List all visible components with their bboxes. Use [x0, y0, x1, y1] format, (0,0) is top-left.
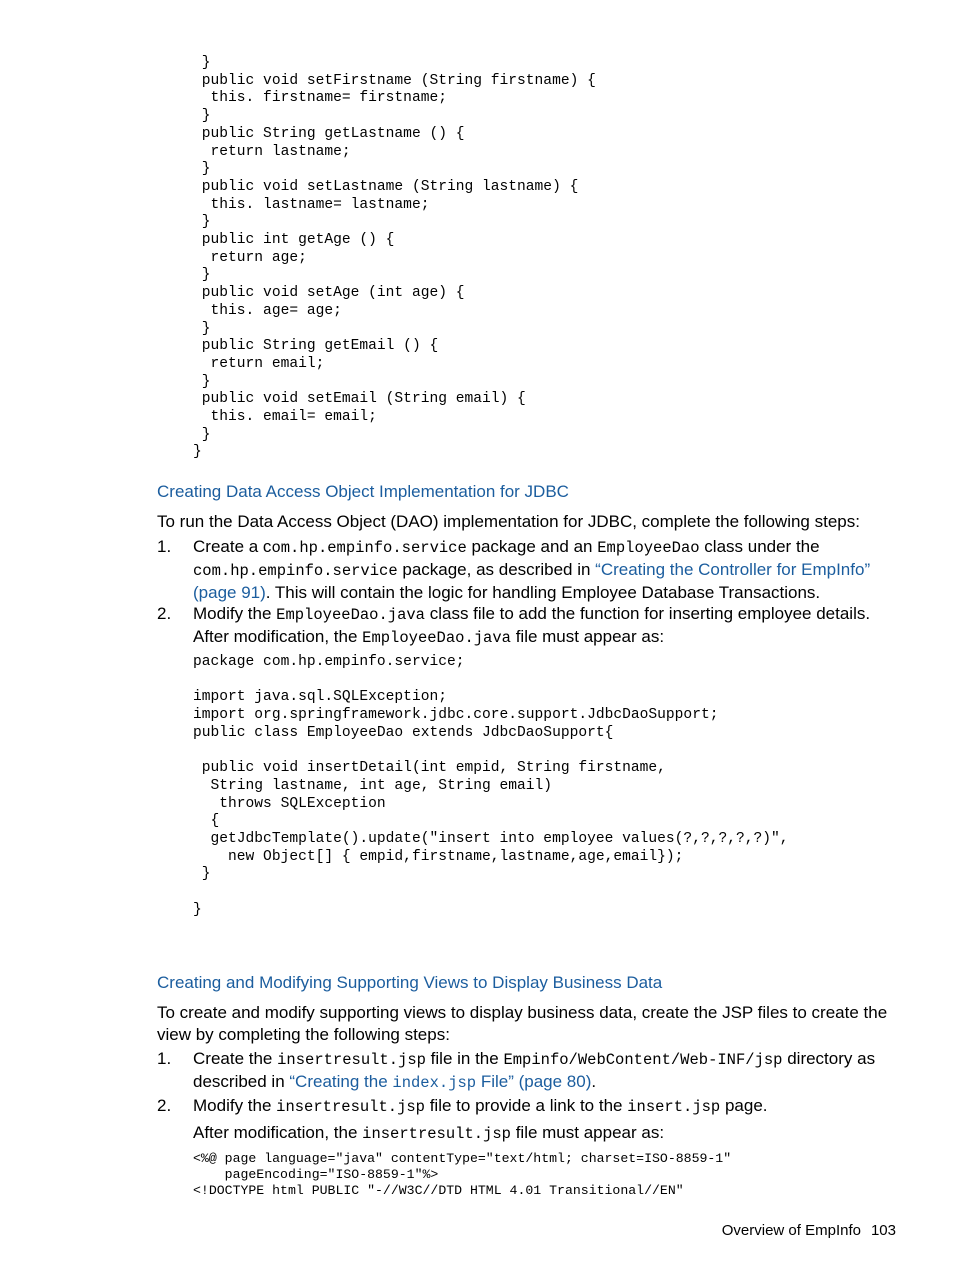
step-number: 1.	[157, 1049, 172, 1068]
list-item-step-2	[157, 1095, 902, 1118]
step-text-fragment: class under the	[699, 537, 820, 556]
section-heading-supporting-views: Creating and Modifying Supporting Views to Display Business Data	[157, 973, 663, 992]
list-item-step-1	[157, 536, 902, 604]
step-number: 1.	[157, 537, 172, 556]
step-2-continuation	[157, 1122, 902, 1145]
step-text	[193, 1048, 902, 1094]
step-text-fragment: file must appear as:	[510, 627, 665, 646]
inline-code-file: EmployeeDao.java	[276, 606, 425, 624]
step-text-fragment: Create a c	[193, 537, 272, 556]
link-creating-controller[interactable]: “Creating the Controller for EmpInfo” (page 91)	[193, 560, 871, 602]
step-text-fragment: directory as described in	[193, 1049, 876, 1091]
step-text-fragment: .	[591, 1072, 597, 1091]
code-block-employee-accessors: } public void setFirstname (String firstname) { this. firstname= firstname; } public String getLastname () { return lastname; } public void setLastname (String lastname) { this. lastname= lastname; } public int getAge () { return age; } public void setAge (int age) { this. age= age; } public String getEmail () { return email; } public void setEmail (String email) { this. email= email; } }	[193, 55, 596, 461]
step-text	[193, 536, 902, 604]
step-text-fragment: file must appear as:	[510, 1123, 665, 1142]
step-text-fragment: Create the	[193, 1049, 278, 1068]
section-heading-dao-jdbc: Creating Data Access Object Implementation for JDBC	[157, 482, 569, 501]
page-footer	[722, 1222, 896, 1239]
step-text	[193, 1095, 902, 1118]
step-text-fragment: Modify the	[193, 604, 277, 623]
section-intro-views: To create and modify supporting views to display business data, create the JSP files to create the view by completing the following steps:	[157, 1003, 888, 1044]
inline-code-file: index.jsp	[392, 1074, 477, 1092]
link-creating-index-jsp[interactable]	[289, 1072, 591, 1091]
inline-code-file: insert.jsp	[627, 1098, 721, 1116]
step-text	[193, 1122, 902, 1145]
section-intro-dao: To run the Data Access Object (DAO) implementation for JDBC, complete the following steps:	[157, 512, 860, 531]
step-text-fragment: file in the	[425, 1049, 504, 1068]
page-number: 103	[870, 1222, 896, 1239]
inline-code-package: om.hp.empinfo.service	[271, 539, 467, 557]
step-text-fragment: After modification, the	[193, 1123, 363, 1142]
inline-code-file: insertresult.jsp	[362, 1125, 511, 1143]
step-text-fragment: Modify the	[193, 1096, 277, 1115]
link-text-fragment: File” (page 80)	[476, 1072, 592, 1091]
inline-code-directory: Empinfo/WebContent/Web-INF/jsp	[503, 1051, 783, 1069]
step-text-fragment: . This will contain the logic for handling Employee Database Transactions.	[265, 583, 821, 602]
list-item-step-2	[157, 603, 902, 649]
list-item-step-1	[157, 1048, 902, 1094]
step-text	[193, 603, 902, 649]
step-number: 2.	[157, 1096, 172, 1115]
code-block-insertresult-jsp: <%@ page language="java" contentType="text/html; charset=ISO-8859-1" pageEncoding="ISO-8859-1"%> <!DOCTYPE html PUBLIC "-//W3C//DTD HTML 4.01 Transitional//EN"	[193, 1151, 732, 1198]
inline-code-file: insertresult.jsp	[276, 1098, 425, 1116]
step-text-fragment: package, as described in	[397, 560, 596, 579]
step-text-fragment: class file to add the function for inserting employee details. After modification, the	[193, 604, 871, 646]
inline-code-file: EmployeeDao.java	[362, 629, 511, 647]
link-text-fragment: “Creating the	[289, 1072, 393, 1091]
code-block-employee-dao: package com.hp.empinfo.service; import java.sql.SQLException; import org.springframework.jdbc.core.support.JdbcDaoSupport; public class EmployeeDao extends JdbcDaoSupport{ public void insertDetail(int empid, String firstname, String lastname, int age, String email) throws SQLException { getJdbcTemplate().update("insert into employee values(?,?,?,?,?)", new Object[] { empid,firstname,lastname,age,email}); } }	[193, 654, 789, 918]
inline-code-class: EmployeeDao	[597, 539, 700, 557]
step-text-fragment: file to provide a link to the	[424, 1096, 628, 1115]
step-text-fragment: package and an	[466, 537, 598, 556]
step-number: 2.	[157, 604, 172, 623]
inline-code-file: insertresult.jsp	[277, 1051, 426, 1069]
footer-label: Overview of EmpInfo	[721, 1222, 861, 1239]
inline-code-package: com.hp.empinfo.service	[193, 562, 398, 580]
step-text-fragment: page.	[720, 1096, 768, 1115]
